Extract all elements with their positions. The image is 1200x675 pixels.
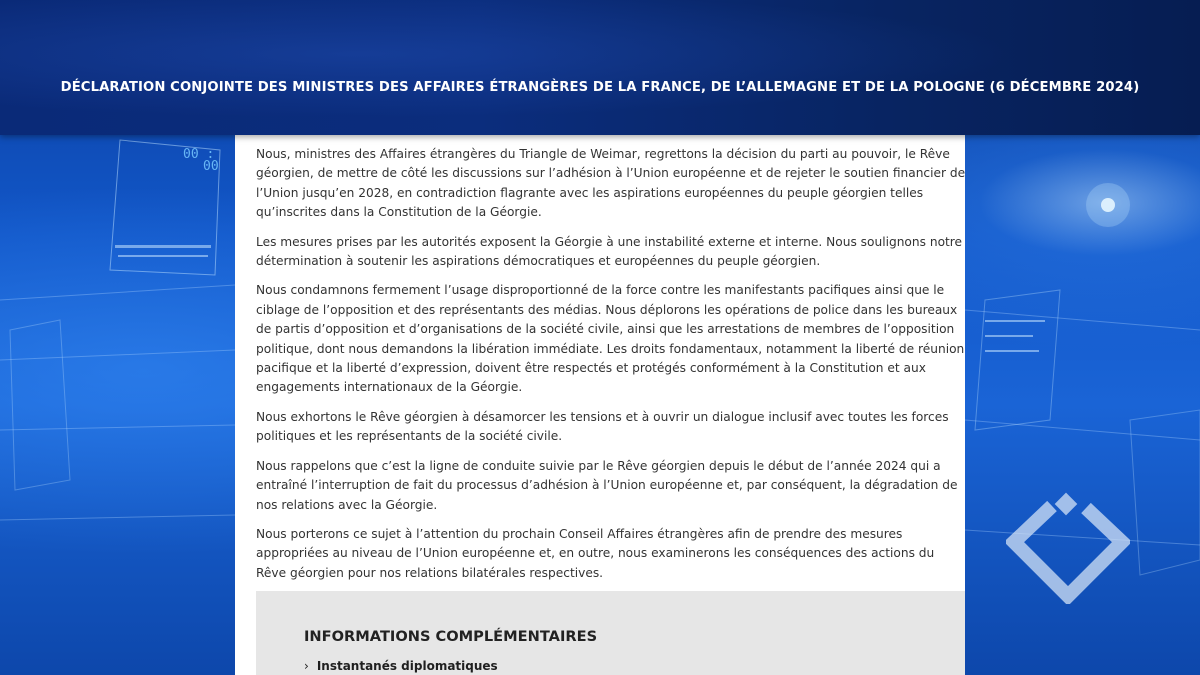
article-body [256,145,968,593]
page-title: DÉCLARATION CONJOINTE DES MINISTRES DES AFFAIRES ÉTRANGÈRES DE LA FRANCE, DE L’ALLEMAGNE ET DE LA POLOGNE (6 DÉCEMBRE 2024) [60,80,1140,95]
paragraph-5: Nous rappelons que c’est la ligne de conduite suivie par le Rêve géorgien depuis le début de l’année 2024 qui a entraîné l’interruption de fait du processus d’adhésion à l’Union européenne et, par conséquent, la dégradation de nos relations avec la Géorgie. [256,458,958,512]
paragraph-4: Nous exhortons le Rêve géorgien à désamorcer les tensions et à ouvrir un dialogue inclusif avec toutes les forces politiques et les représentants de la société civile. [256,409,949,444]
svg-text:00 :: 00 : [183,147,215,162]
paragraph-3: Nous condamnons fermement l’usage disproportionné de la force contre les manifestants pacifiques ainsi que le ciblage de l’opposition et des représentants des médias. Nous déplorons les opérations de police dans les bureaux de partis d’opposition et d’organisations de la société civile, ainsi que les arrestations de membres de l’opposition politique, dont nous demandons la libération immédiate. Les droits fondamentaux, notamment la liberté de réunion pacifique et la liberté d’expression, doivent être respectés et protégés conformément à la Constitution et aux engagements internationaux de la Géorgie. [256,283,965,395]
header-band [0,0,1200,135]
channel-logo-icon [1006,480,1130,604]
link-instantanes-diplomatiques[interactable] [304,659,498,673]
info-heading: INFORMATIONS COMPLÉMENTAIRES [304,628,598,645]
article-panel [235,135,965,675]
chevron-right-icon: › [304,659,309,673]
paragraph-6: Nous porterons ce sujet à l’attention du prochain Conseil Affaires étrangères afin de prendre des mesures appropriées au niveau de l’Union européenne et, en outre, nous examinerons les conséquences des actions du Rêve géorgien pour nos relations bilatérales respectives. [256,526,935,580]
svg-text:00: 00 [203,159,219,174]
link-label: Instantanés diplomatiques [316,659,498,673]
paragraph-1: Nous, ministres des Affaires étrangères du Triangle de Weimar, regrettons la décision du parti au pouvoir, le Rêve géorgien, de mettre de côté les discussions sur l’adhésion à l’Union européenne et de rejeter le soutien financier de l’Union jusqu’en 2028, en contradiction flagrante avec les aspirations européennes du peuple géorgien telles qu’inscrites dans la Constitution de la Géorgie. [256,147,966,220]
info-box [256,591,965,675]
paragraph-2: Les mesures prises par les autorités exposent la Géorgie à une instabilité externe et interne. Nous soulignons notre détermination à soutenir les aspirations démocratiques et européennes du peuple géorgien. [256,234,963,269]
